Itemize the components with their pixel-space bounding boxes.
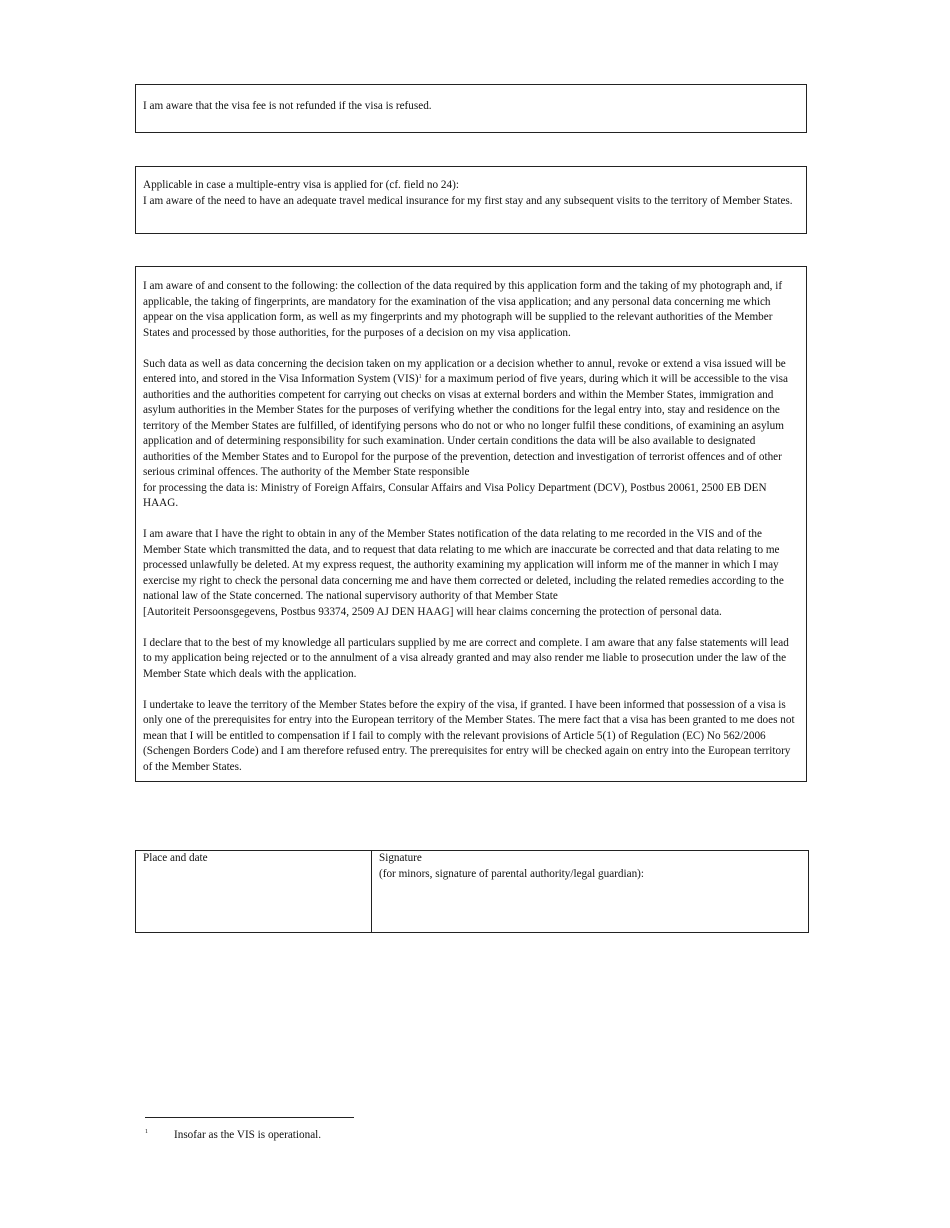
consent-paragraph-declaration: I declare that to the best of my knowledge all particulars supplied by me are correct and complete. I am aware that any false statements will lead to my application being rejected or to the annulment of a visa already granted and may also render me liable to prosecution under the law of the Member State which deals with the application. bbox=[143, 636, 789, 680]
signature-table bbox=[135, 850, 809, 933]
place-and-date-label: Place and date bbox=[143, 852, 208, 864]
footnote-reference: 1 bbox=[418, 374, 422, 380]
fee-notice-text: I am aware that the visa fee is not refunded if the visa is refused. bbox=[143, 100, 432, 112]
insurance-statement: I am aware of the need to have an adequate travel medical insurance for my first stay and any subsequent visits to the territory of Member States. bbox=[143, 194, 793, 207]
rights-text: I am aware that I have the right to obtain in any of the Member States notification of the data relating to me recorded in the VIS and of the Member State which transmitted the data, and to request that data relating to me which are inaccurate be corrected and that data relating to me processed unlawfully be deleted. At my express request, the authority examining my application will inform me of the manner in which I may exercise my right to check the personal data concerning me and have them corrected or deleted, including the related remedies according to the national law of the State concerned. The national supervisory authority of that Member State bbox=[143, 528, 784, 602]
insurance-condition: Applicable in case a multiple-entry visa is applied for (cf. field no 24): bbox=[143, 179, 459, 191]
vis-storage-authority: for processing the data is: Ministry of Foreign Affairs, Consular Affairs and Visa Policy Department (DCV), Postbus 20061, 2500 EB DEN HAAG. bbox=[143, 481, 767, 509]
consent-paragraph-vis-storage bbox=[143, 357, 799, 512]
footnote-separator bbox=[145, 1117, 354, 1118]
fee-notice-box bbox=[135, 84, 807, 133]
consent-paragraph-rights bbox=[143, 527, 799, 620]
consent-paragraph-departure: I undertake to leave the territory of the Member States before the expiry of the visa, if granted. I have been informed that possession of a visa is only one of the prerequisites for entry into the European territory of the Member States. The mere fact that a visa has been granted to me does not mean that I will be entitled to compensation if I fail to comply with the relevant provisions of Article 5(1) of Regulation (EC) No 562/2006 (Schengen Borders Code) and I am therefore refused entry. The prerequisites for entry will be checked again on entry into the European territory of the Member States. bbox=[143, 698, 795, 773]
supervisory-authority: [Autoriteit Persoonsgegevens, Postbus 93374, 2509 AJ DEN HAAG] will hear claims concerning the protection of personal data. bbox=[143, 605, 722, 618]
footnote-text: Insofar as the VIS is operational. bbox=[174, 1129, 322, 1141]
consent-paragraph-data-collection: I am aware of and consent to the following: the collection of the data required by this application form and the taking of my photograph and, if applicable, the taking of fingerprints, are mandatory for the examination of the visa application; and any personal data concerning me which appear on the visa application form, as well as my fingerprints and my photograph will be supplied to the relevant authorities of the Member States and processed by those authorities, for the purposes of a decision on my visa application. bbox=[143, 280, 783, 339]
signature-note: (for minors, signature of parental authority/legal guardian): bbox=[379, 867, 644, 880]
consent-declaration-box bbox=[135, 266, 807, 782]
footnote-number: 1 bbox=[145, 1129, 148, 1135]
vis-storage-text-start: Such data as well as data concerning the decision taken on my application or a decision whether to annul, revoke or extend a visa issued will be entered into, and stored in the Visa Information System (VIS) bbox=[143, 357, 786, 385]
vis-storage-text-rest: for a maximum period of five years, during which it will be accessible to the visa authorities and the authorities competent for carrying out checks on visas at external borders and within the Member States, immigration and asylum authorities in the Member States for the purposes of verifying whether the conditions for the legal entry into, stay and residence on the territory of the Member States are fulfilled, of identifying persons who do not or who no longer fulfil these conditions, of examining an asylum application and of determining responsibility for such examination. Under certain conditions the data will be also available to designated authorities of the Member States and to Europol for the purpose of the prevention, detection and investigation of terrorist offences and of other serious criminal offences. The authority of the Member State responsible bbox=[143, 373, 788, 478]
insurance-notice-box bbox=[135, 166, 807, 234]
signature-label: Signature bbox=[379, 852, 422, 864]
signature-field[interactable] bbox=[372, 851, 808, 932]
place-and-date-field[interactable] bbox=[136, 851, 372, 932]
